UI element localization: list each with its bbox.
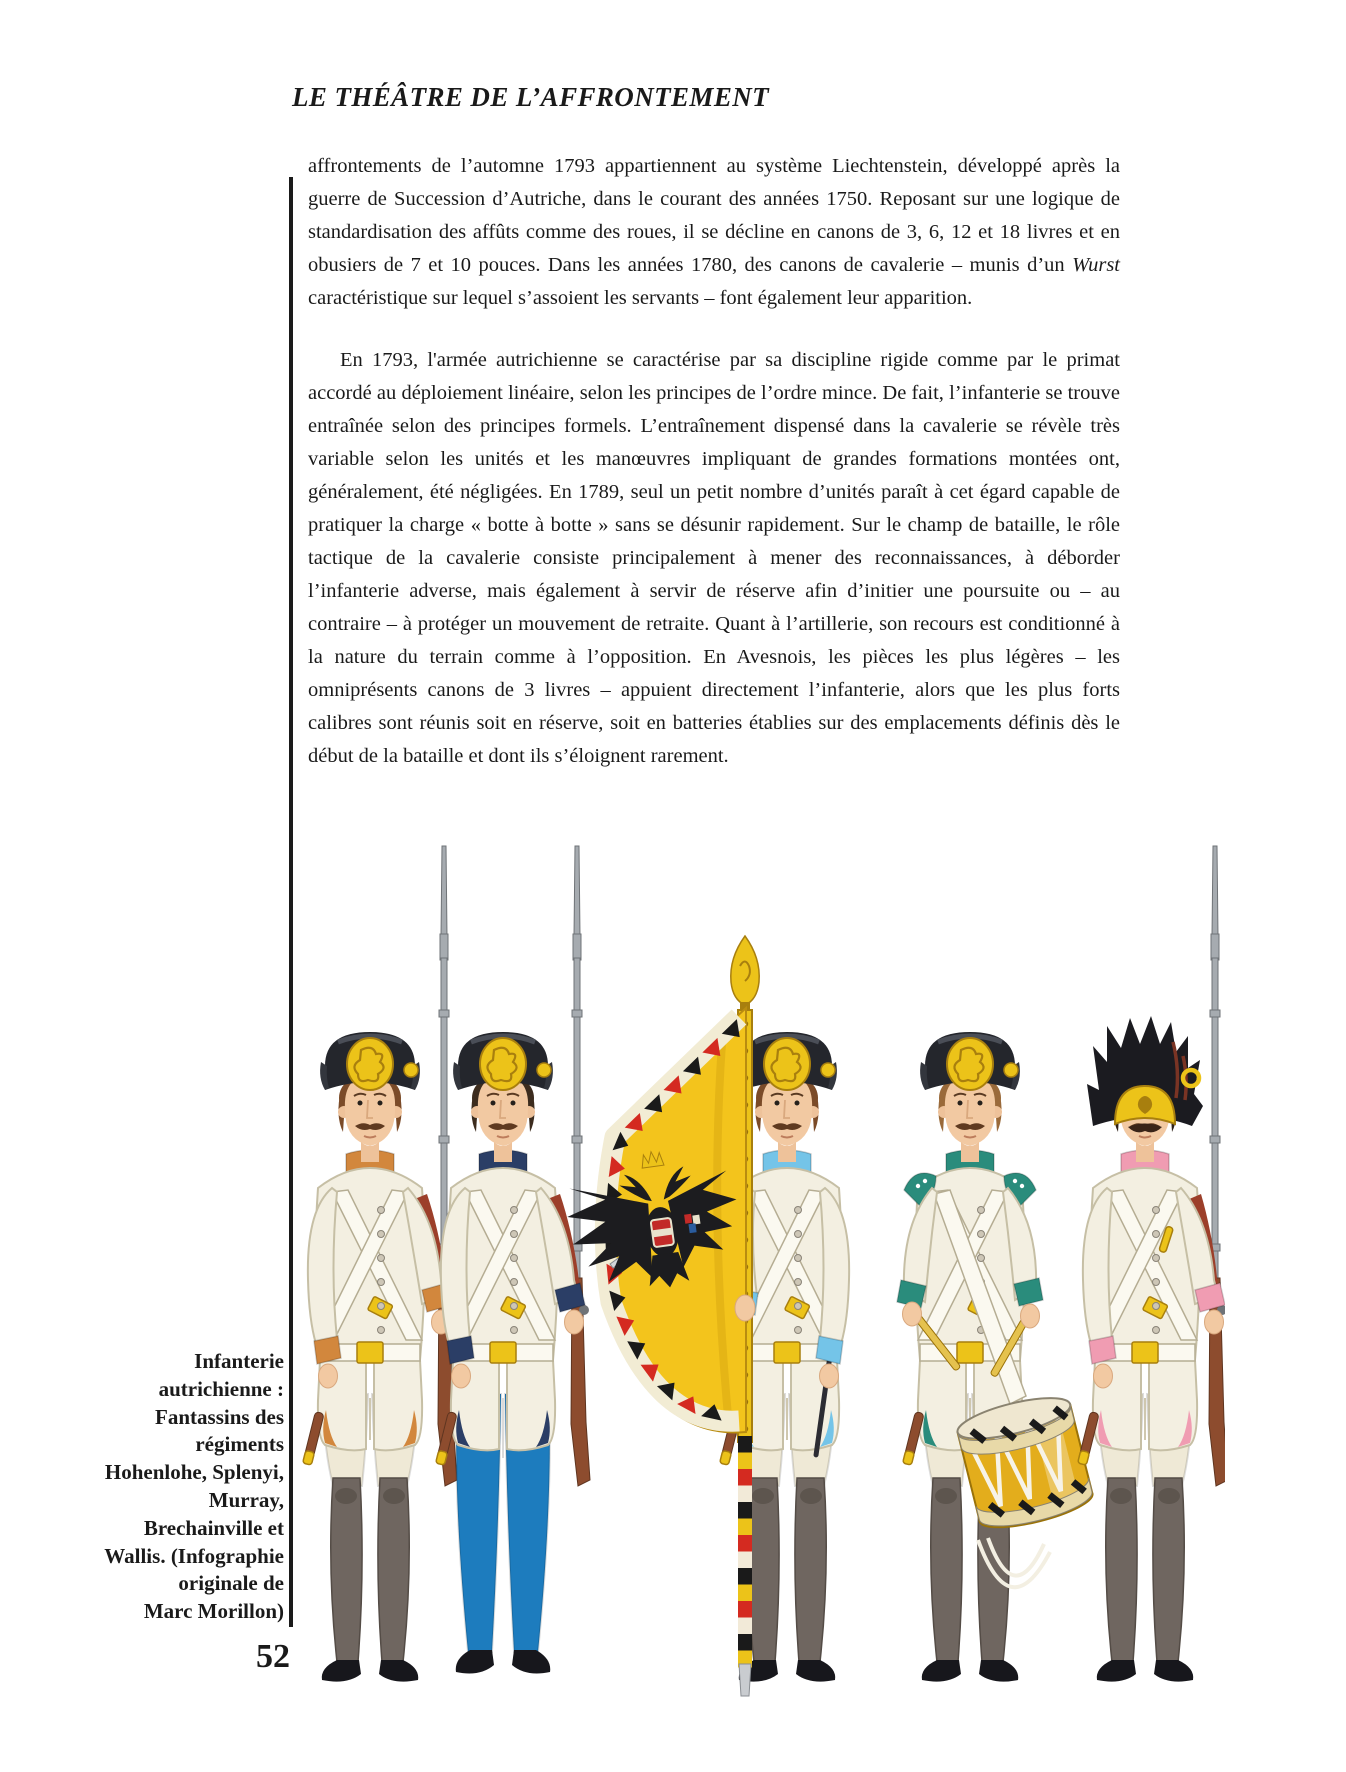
- soldiers-illustration: [290, 838, 1225, 1713]
- caption-line: Fantassins des: [155, 1404, 284, 1429]
- soldier-fusilier-1: [303, 846, 457, 1682]
- caption-line: Infanterie: [194, 1349, 284, 1373]
- soldier-drummer: [897, 1032, 1096, 1682]
- paragraph: En 1793, l'armée autrichienne se caractérise par sa discipline rigide comme par le primat accordé au déploiement linéaire, selon les principes de l’ordre mince. De fait, l’infanterie se trouve entraînée selon des principes formels. L’entraînement dispensé dans la cavalerie se révèle très variable selon les unités et les manœuvres impliquant de grandes formations montées ont, généralement, été négligées. En 1789, seul un petit nombre d’unités paraît à cet égard capable de pratiquer la charge « botte à botte » sans se désunir rapidement. Sur le champ de bataille, le rôle tactique de la cavalerie consiste principalement à mener des reconnaissances, à déborder l’infanterie adverse, mais également à servir de réserve afin d’initier une poursuite ou – au contraire – à protéger un mouvement de retraite. Quant à l’artillerie, son recours est conditionné à la nature du terrain comme à l’opposition. En Avesnois, les pièces les plus légères – les omniprésents canons de 3 livres – appuient directement l’infanterie, alors que les plus forts calibres sont réunis soit en réserve, soit en batteries établies sur des emplacements définis dès le début de la bataille et dont ils s’éloignent rarement.: [308, 349, 1120, 767]
- caption-line: régiments: [195, 1432, 284, 1457]
- caption-line: Murray,: [208, 1487, 284, 1512]
- article: [308, 150, 1120, 802]
- caption-line: autrichienne :: [158, 1376, 284, 1401]
- caption-line: Hohenlohe, Splenyi,: [104, 1460, 284, 1485]
- caption-line: Wallis. (Infographie: [104, 1543, 284, 1568]
- caption-line: Marc Morillon): [143, 1599, 284, 1624]
- caption-line: originale de: [178, 1571, 284, 1596]
- staff-stripes: [738, 1436, 752, 1668]
- page-number: 52: [256, 1638, 290, 1675]
- caption-line: Brechainville et: [143, 1515, 284, 1540]
- paragraph: affrontements de l’automne 1793 appartiennent au système Liechtenstein, développé après la guerre de Succession d’Autriche, dans le courant des années 1750. Reposant sur une logique de standardisation des affûts comme des roues, il se décline en canons de 3, 6, 12 et 18 livres et en obusiers de 7 et 10 pouces. Dans les années 1780, des canons de cavalerie – munis d’un Wurst caractéristique sur lequel s’assoient les servants – font également leur apparition.: [308, 155, 1120, 309]
- soldier-fusilier-2: [436, 846, 590, 1673]
- bearskin-cap: [1087, 1016, 1203, 1126]
- imperial-flag: [560, 936, 759, 1696]
- photo-caption: [58, 1348, 284, 1626]
- page-title: LE THÉÂTRE DE L’AFFRONTEMENT: [292, 82, 770, 112]
- soldier-grenadier: [1078, 846, 1225, 1682]
